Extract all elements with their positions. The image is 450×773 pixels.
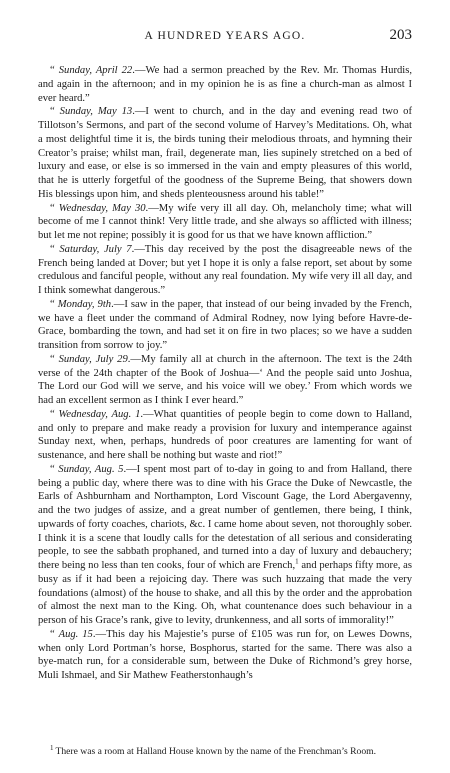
entry-date: Saturday, July 7 (59, 243, 132, 255)
entry-date: Sunday, Aug. 5 (58, 463, 124, 475)
entry-date: Sunday, May 13 (59, 106, 133, 118)
footnote-text: There was a room at Halland House known by the name of the Frenchman’s Room. (55, 746, 377, 757)
body-text (38, 64, 412, 683)
running-title: A HUNDRED YEARS AGO. (144, 30, 306, 42)
diary-entry: “ Monday, 9th.—I saw in the paper, that instead of our being invaded by the French, we have a fleet under the command of Admiral Rodney, now lying before Havre-de-Grace, bombarding the town, and had set it on fire in two places; so we have a sudden transition from sorrow to joy.” (38, 298, 413, 351)
footnote-marker[interactable]: 1 (295, 557, 299, 566)
entry-text: .—My wife very ill all day. Oh, melancholy time; what will become of me I cannot think! Very little trade, and she always so afflicted with illness; but let me not repine; possibly it is good for us that we have known affliction.” (38, 202, 412, 241)
diary-entry: “ Aug. 15.—This day his Majestie’s purse of £105 was run for, on Lewes Downs, when only Lord Portman’s horse, Bosphorus, started for the same. There was also a bye-match run, for a considerable sum, between the Duke of Richmond’s grey horse, Muli Ishmael, and Sir Mathew Featherstonhaugh’s (38, 628, 412, 681)
entry-date: Aug. 15 (58, 628, 93, 640)
entry-text-continued: and perhaps fifty more, as busy as if it had been a rejoicing day. There was such huzzaing that made the very foundations (almost) of the house to shake, and all this by the order and the approbation of almost the next man to the King. Oh, what countenance does such behaviour in a person of his Grace’s rank, give to levity, drunkenness, and all sorts of immorality!” (38, 560, 412, 626)
diary-entry: “ Wednesday, Aug. 1.—What quantities of people begin to come down to Halland, and only to prepare and make ready a provision for luxury and intemperance against Sunday next, when, perhaps, hundreds of poor creatures are lamenting for want of sustenance, and here shall be nothing but waste and riot!” (38, 408, 412, 461)
diary-entry: “ Sunday, July 29.—My family all at church in the afternoon. The text is the 24th verse of the 24th chapter of the Book of Joshua—‘ And the people said unto Joshua, The Lord our God will we serve, and his voice will we obey.’ From which words we had an excellent sermon as I think I ever heard.” (38, 353, 412, 406)
entry-date: Wednesday, May 30 (58, 202, 146, 214)
running-header (38, 27, 412, 46)
entry-text: .—I spent most part of to-day in going to and from Halland, there being a public day, where there was to dine with his Grace the Duke of Newcastle, the Earls of Ashburnham and Northampton, Lord Viscount Gage, the Lord Abergavenny, and the two judges of assize, and a great number of gentlemen, there being, I think, upwards of forty coaches, chariots, &c. I came home about seven, not thoroughly sober. I think it is a scene that loudly calls for the detestation of all serious and considerating people, to see the sabbath prophaned, and turned into a day of luxury and debauchery; there being no less than ten cooks, four of which are French, (38, 463, 412, 571)
footnote-number: 1 (50, 743, 54, 752)
entry-text: .—This day received by the post the disagreeable news of the French being landed at Dover; but yet I hope it is only a false report, set about by some credulous and fanciful people, without any real foundation. My wife very ill all day, and I think somewhat dangerous.” (38, 243, 413, 296)
page-number: 203 (389, 27, 412, 43)
entry-text: .—This day his Majestie’s purse of £105 was run for, on Lewes Downs, when only Lord Portman’s horse, Bosphorus, started for the same. There was also a bye-match run, for a considerable sum, between the Duke of Richmond’s grey horse, Muli Ishmael, and Sir Mathew Featherstonhaugh’s (38, 628, 412, 681)
diary-entry: “ Sunday, Aug. 5.—I spent most part of to-day in going to and from Halland, there being a public day, where there was to dine with his Grace the Duke of Newcastle, the Earls of Ashburnham and Northampton, Lord Viscount Gage, the Lord Abergavenny, and the two judges of assize, and a great number of gentlemen, there being, I think, upwards of forty coaches, chariots, &c. I came home about seven, not thoroughly sober. I think it is a scene that loudly calls for the detestation of all serious and considerating people, to see the sabbath prophaned, and turned into a day of luxury and debauchery; there being no less than ten cooks, four of which are French,$^1$ and perhaps fifty more, as busy as if it had been a rejoicing day. There was such huzzaing that made the very foundations (almost) of the house to shake, and all this by the order and the approbation of almost the next man to the King. Oh, what countenance does such behaviour in a person of his Grace’s rank, give to levity, drunkenness, and all sorts of immorality!” (38, 463, 412, 626)
footnote (38, 743, 412, 758)
entry-text: .—I went to church, and in the day and evening read two of Tillotson’s Sermons, and part of the second volume of Harvey’s Meditations. Oh, what a most delightful time it is, the birds tuning their melodious throats, and hymning their Creator’s praise; whilst man, frail, degenerate man, lies supinely stretched on a bed of luxury and ease, or else is so immersed in the vain and empty pleasures of this world, that he is utterly forgetful of the goodness of the Supreme Being, that showers down His blessings upon him, and sheds plenteousness around his table!” (38, 106, 413, 200)
entry-text: .—What quantities of people begin to come down to Halland, and only to prepare and make ready a provision for luxury and intemperance against Sunday next, when, perhaps, hundreds of poor creatures are lamenting for want of sustenance, and here shall be nothing but waste and riot!” (38, 408, 412, 461)
entry-text: .—We had a sermon preached by the Rev. Mr. Thomas Hurdis, and again in the afternoon; and in my opinion he is as fine a church-man as almost I ever heard.” (38, 65, 412, 104)
entry-text: .—I saw in the paper, that instead of our being invaded by the French, we have a fleet under the command of Admiral Rodney, now lying before Havre-de-Grace, bombarding the town, and had set it on fire in two places; so we have a sudden transition from sorrow to joy.” (38, 298, 413, 351)
entry-text: .—My family all at church in the afternoon. The text is the 24th verse of the 24th chapter of the Book of Joshua—‘ And the people said unto Joshua, The Lord our God will we serve, and his voice will we obey.’ From which words we had an excellent sermon as I think I ever heard.” (38, 353, 412, 406)
diary-entry: “ Saturday, July 7.—This day received by the post the disagreeable news of the French being landed at Dover; but yet I hope it is only a false report, set about by some credulous and fanciful people, without any real foundation. My wife very ill all day, and I think somewhat dangerous.” (38, 243, 413, 296)
entry-date: Wednesday, Aug. 1 (58, 408, 141, 420)
diary-entry: “ Sunday, April 22.—We had a sermon preached by the Rev. Mr. Thomas Hurdis, and again in the afternoon; and in my opinion he is as fine a church-man as almost I ever heard.” (38, 65, 412, 104)
entry-date: Sunday, July 29 (58, 353, 128, 365)
entry-date: Monday, 9th (57, 298, 112, 310)
entry-date: Sunday, April 22 (58, 65, 133, 76)
diary-entry: “ Sunday, May 13.—I went to church, and in the day and evening read two of Tillotson’s Sermons, and part of the second volume of Harvey’s Meditations. Oh, what a most delightful time it is, the birds tuning their melodious throats, and hymning their Creator’s praise; whilst man, frail, degenerate man, lies supinely stretched on a bed of luxury and ease, or else is so immersed in the vain and empty pleasures of this world, that he is utterly forgetful of the goodness of the Supreme Being, that showers down His blessings upon him, and sheds plenteousness around his table!” (38, 106, 413, 200)
diary-entry: “ Wednesday, May 30.—My wife very ill all day. Oh, melancholy time; what will become of me I cannot think! Very little trade, and she always so afflicted with illness; but let me not repine; possibly it is good for us that we have known affliction.” (38, 202, 412, 241)
